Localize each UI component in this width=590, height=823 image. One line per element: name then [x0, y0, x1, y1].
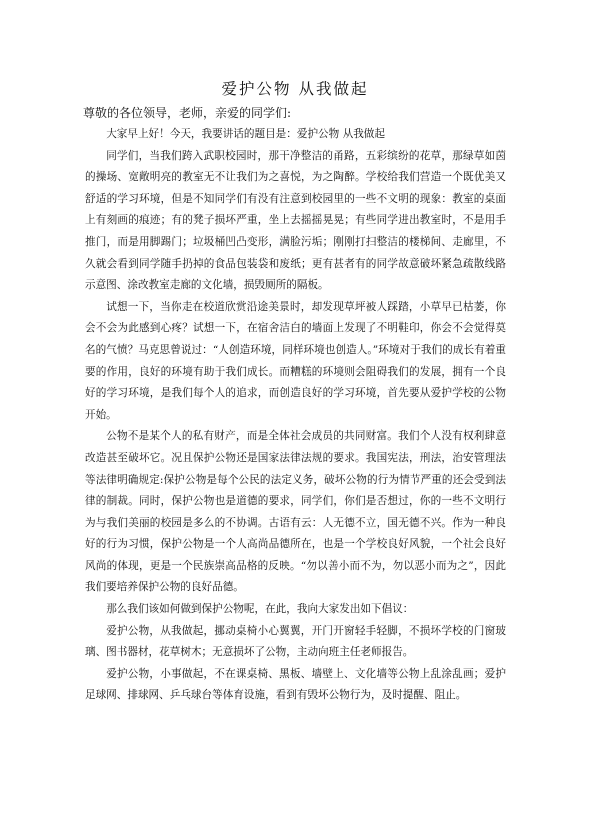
salutation: 尊敬的各位领导，老师，亲爱的同学们: [83, 106, 292, 120]
document-title: 爱护公物 从我做起 [221, 80, 369, 98]
paragraph-campus-observations: 同学们，当我们跨入武职校园时，那干净整洁的甬路，五彩缤纷的花草，那绿草如茵的操场、宽敞明亮的教室无不让我们为之喜悦，为之陶醉。学校给我们营造一个既优美又舒适的学习环境，但是不知同学们有没有注意到校园里的一些不文明的现象：教室的桌面上有刻画的痕迹；有的凳子损坏严重，坐上去摇摇晃晃；有些同学进出教室时，不是用手推门，而是用脚踢门；垃圾桶凹凸变形，满脸污垢；刚刚打扫整洁的楼梯间、走廊里，不久就会看到同学随手扔掉的食品包装袋和废纸；更有甚者有的同学故意破坏紧急疏散线路示意图、涂改教室走廊的文化墙，损毁厕所的隔板。 [85, 149, 506, 292]
paragraph-greeting: 大家早上好！今天，我要讲话的题目是：爱护公物 从我做起 [106, 128, 385, 140]
paragraph-environment: 试想一下，当你走在校道欣赏沿途美景时，却发现草坪被人踩踏，小草早已枯萎，你会不会为此感到心疼？试想一下，在宿舍洁白的墙面上发现了不明鞋印，你会不会觉得莫名的气愤？马克思曾说过：“人创造环境，同样环境也创造人。”环境对于我们的成长有着重要的作用，良好的环境有助于我们成长。而糟糕的环境则会阻碍我们的发展，拥有一个良好的学习环境，是我们每个人的追求，而创造良好的学习环境，首先要从爱护学校的公物开始。 [85, 300, 506, 421]
speech-body [85, 124, 506, 707]
paragraph-proposal-2: 爱护公物，小事做起，不在课桌椅、黑板、墙壁上、文化墙等公物上乱涂乱画；爱护足球网、排球网、乒乓球台等体育设施，看到有毁坏公物行为，及时提醒、阻止。 [85, 667, 506, 702]
paragraph-proposal-intro: 那么我们该如何做到保护公物呢，在此，我向大家发出如下倡议： [106, 603, 414, 616]
paragraph-public-property: 公物不是某个人的私有财产，而是全体社会成员的共同财富。我们个人没有权利肆意改造甚至破坏它。况且保护公物还是国家法律法规的要求。我国宪法，刑法，治安管理法等法律明确规定:保护公物是每个公民的法定义务，破坏公物的行为情节严重的还会受到法律的制裁。同时，保护公物也是道德的要求，同学们，你们是否想过，你的一些不文明行为与我们美丽的校园是多么的不协调。古语有云：人无德不立，国无德不兴。作为一种良好的行为习惯，保护公物是一个人高尚品德所在，也是一个学校良好风貌，一个社会良好风尚的体现，更是一个民族崇高品格的反映。“勿以善小而不为，勿以恶小而为之”，因此我们要培养保护公物的良好品德。 [85, 430, 506, 594]
paragraph-proposal-1: 爱护公物，从我做起，挪动桌椅小心翼翼，开门开窗轻手轻脚，不损坏学校的门窗玻璃、图书器材，花草树木；无意损坏了公物，主动向班主任老师报告。 [85, 624, 506, 659]
